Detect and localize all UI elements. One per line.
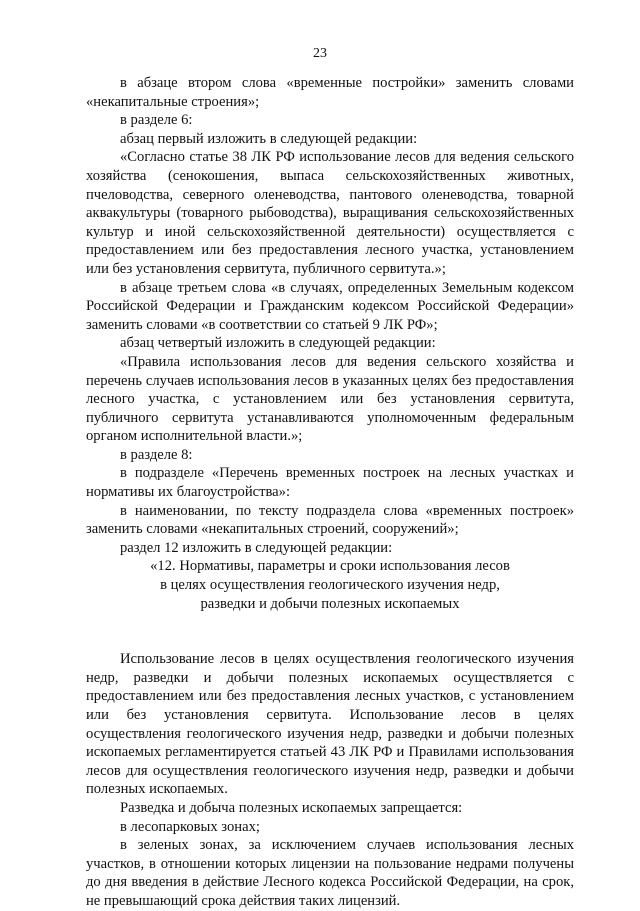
- paragraph-forest-park-zones: в лесопарковых зонах;: [120, 818, 260, 835]
- paragraph-section-12-instruction: раздел 12 изложить в следующей редакции:: [120, 539, 393, 556]
- paragraph-first-paragraph-instruction: абзац первый изложить в следующей редакции:: [120, 130, 418, 147]
- page-number: 23: [313, 46, 327, 61]
- section-title-line: разведки и добычи полезных ископаемых: [200, 595, 460, 612]
- paragraph-subsection-temporary-buildings: в подразделе «Перечень временных построек на лесных участках и нормативы их благоустройства»:: [86, 465, 574, 501]
- paragraph-mining-prohibited: Разведка и добыча полезных ископаемых запрещается:: [120, 799, 463, 816]
- section-12-body: [86, 650, 574, 910]
- section-title-line: «12. Нормативы, параметры и сроки использования лесов: [150, 558, 510, 575]
- paragraph-rename-in-title: в наименовании, по тексту подраздела слова «временных построек» заменить словами «некапитальных строений, сооружений»;: [86, 502, 574, 538]
- paragraph-section-8-heading: в разделе 8:: [120, 446, 193, 463]
- section-12-title: [86, 557, 574, 613]
- paragraph-third-paragraph-replace: в абзаце третьем слова «в случаях, определенных Земельным кодексом Российской Федерации и Гражданским кодексом Российской Федерации» заменить словами «в соответствии со статьей 9 ЛК РФ»;: [86, 279, 574, 333]
- paragraph-geological-use: Использование лесов в целях осуществления геологического изучения недр, разведки и добычи полезных ископаемых осуществляется с предоставлением или без предоставления лесных участков, с установлением или без установления сервитута. Использование лесов в целях осуществления геологического изучения недр, разведки и добычи полезных ископаемых регламентируется статьей 43 ЛК РФ и Правилами использования лесов для осуществления геологического изучения недр, разведки и добычи полезных ископаемых.: [86, 651, 574, 798]
- section-gap: [86, 613, 574, 650]
- document-body: [86, 74, 574, 911]
- section-title-line: в целях осуществления геологического изучения недр,: [160, 577, 500, 594]
- paragraph-rename-temporary-buildings: в абзаце втором слова «временные постройки» заменить словами «некапитальные строения»;: [86, 75, 574, 110]
- paragraph-section-6-heading: в разделе 6:: [120, 112, 193, 129]
- paragraph-green-zones: в зеленых зонах, за исключением случаев использования лесных участков, в отношении которых лицензии на пользование недрами получены до дня введения в действие Лесного кодекса Российской Федерации, на срок, не превышающий срока действия таких лицензий.: [86, 837, 574, 909]
- paragraph-article-38-quote: «Согласно статье 38 ЛК РФ использование лесов для ведения сельского хозяйства (сенокошения, выпаса сельскохозяйственных животных, пчеловодства, северного оленеводства, пантового оленеводства, товарной аквакультуры (товарного рыбоводства), выращивания сельскохозяйственных культур и иной сельскохозяйственной деятельности) осуществляется с предоставлением или без предоставления лесного участка, установлением или без установления сервитута, публичного сервитута.»;: [86, 149, 574, 277]
- paragraph-agriculture-rules-quote: «Правила использования лесов для ведения сельского хозяйства и перечень случаев использования лесов в указанных целях без предоставления лесного участка, с установлением или без установления сервитута, публичного сервитута устанавливаются уполномоченным федеральным органом исполнительной власти.»;: [86, 353, 574, 445]
- paragraph-fourth-paragraph-instruction: абзац четвертый изложить в следующей редакции:: [120, 335, 436, 352]
